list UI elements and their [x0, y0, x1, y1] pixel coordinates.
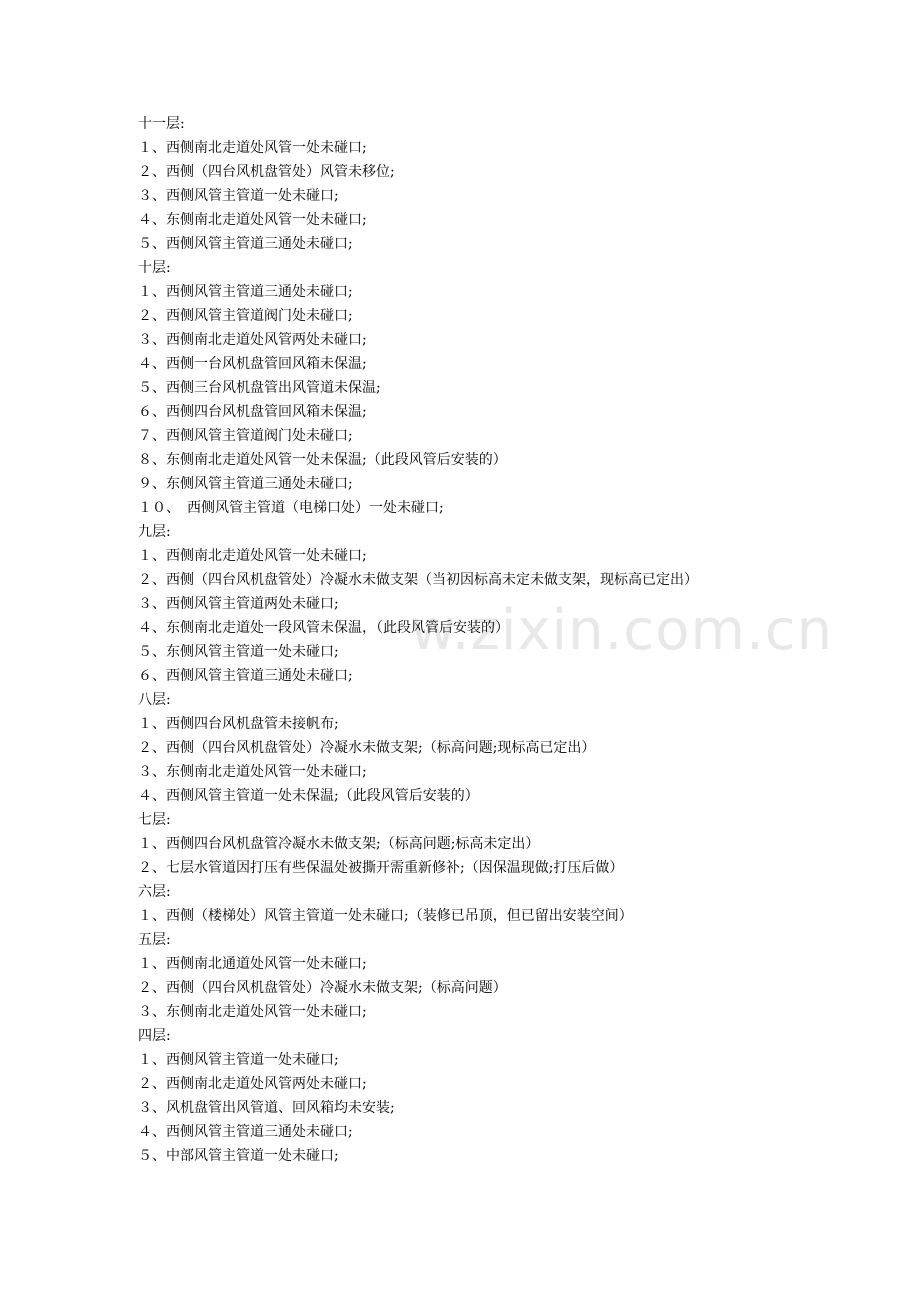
list-item: ２、西侧（四台风机盘管处）风管未移位; [138, 164, 395, 180]
list-item: ４、东侧南北走道处风管一处未碰口; [138, 212, 367, 228]
list-item: ３、西侧风管主管道两处未碰口; [138, 596, 339, 612]
list-item: ２、西侧（四台风机盘管处）冷凝水未做支架;（标高问题;现标高已定出） [138, 740, 596, 756]
list-item: ５、西侧风管主管道三通处未碰口; [138, 236, 353, 252]
watermark: w.zixin.com.cn [410, 598, 834, 663]
list-item: ５、西侧三台风机盘管出风管道未保温; [138, 380, 381, 396]
list-item: ７、西侧风管主管道阀门处未碰口; [138, 428, 353, 444]
list-item: １、西侧四台风机盘管未接帆布; [138, 716, 339, 732]
list-item: ６、西侧风管主管道三通处未碰口; [138, 668, 353, 684]
list-item: ２、七层水管道因打压有些保温处被撕开需重新修补;（因保温现做;打压后做） [138, 860, 624, 876]
list-item: ３、西侧南北走道处风管两处未碰口; [138, 332, 367, 348]
list-item: ２、西侧（四台风机盘管处）冷凝水未做支架;（标高问题） [138, 980, 507, 996]
list-item: ２、西侧风管主管道阀门处未碰口; [138, 308, 353, 324]
list-item: ５、中部风管主管道一处未碰口; [138, 1148, 339, 1164]
floor-heading: 八层: [138, 692, 171, 708]
floor-heading: 十一层: [138, 116, 185, 132]
list-item: １、西侧南北走道处风管一处未碰口; [138, 140, 367, 156]
list-item: ２、西侧（四台风机盘管处）冷凝水未做支架（当初因标高未定未做支架，现标高已定出） [138, 572, 698, 588]
list-item: １、西侧南北通道处风管一处未碰口; [138, 956, 367, 972]
list-item: ４、西侧风管主管道三通处未碰口; [138, 1124, 353, 1140]
list-item: ５、东侧风管主管道一处未碰口; [138, 644, 339, 660]
list-item: ３、东侧南北走道处风管一处未碰口; [138, 764, 367, 780]
list-item: ８、东侧南北走道处风管一处未保温;（此段风管后安装的） [138, 452, 507, 468]
list-item: ３、东侧南北走道处风管一处未碰口; [138, 1004, 367, 1020]
list-item: ３、西侧风管主管道一处未碰口; [138, 188, 339, 204]
floor-heading: 五层: [138, 932, 171, 948]
list-item: ３、风机盘管出风管道、回风箱均未安装; [138, 1100, 395, 1116]
document-body [138, 112, 798, 1168]
floor-heading: 六层: [138, 884, 171, 900]
floor-heading: 四层: [138, 1028, 171, 1044]
floor-heading: 十层: [138, 260, 171, 276]
floor-heading: 七层: [138, 812, 171, 828]
list-item: １、西侧风管主管道一处未碰口; [138, 1052, 339, 1068]
list-item: １、西侧四台风机盘管冷凝水未做支架;（标高问题;标高未定出） [138, 836, 540, 852]
list-item: １０、 西侧风管主管道（电梯口处）一处未碰口; [138, 500, 444, 516]
floor-heading: 九层: [138, 524, 171, 540]
list-item: １、西侧南北走道处风管一处未碰口; [138, 548, 367, 564]
list-item: １、西侧风管主管道三通处未碰口; [138, 284, 353, 300]
list-item: ２、西侧南北走道处风管两处未碰口; [138, 1076, 367, 1092]
list-item: ６、西侧四台风机盘管回风箱未保温; [138, 404, 367, 420]
list-item: ４、西侧一台风机盘管回风箱未保温; [138, 356, 367, 372]
list-item: ９、东侧风管主管道三通处未碰口; [138, 476, 353, 492]
list-item: １、西侧（楼梯处）风管主管道一处未碰口;（装修已吊顶，但已留出安装空间） [138, 908, 633, 924]
list-item: ４、西侧风管主管道一处未保温;（此段风管后安装的） [138, 788, 479, 804]
list-item: ４、东侧南北走道处一段风管未保温，（此段风管后安装的） [138, 620, 509, 636]
